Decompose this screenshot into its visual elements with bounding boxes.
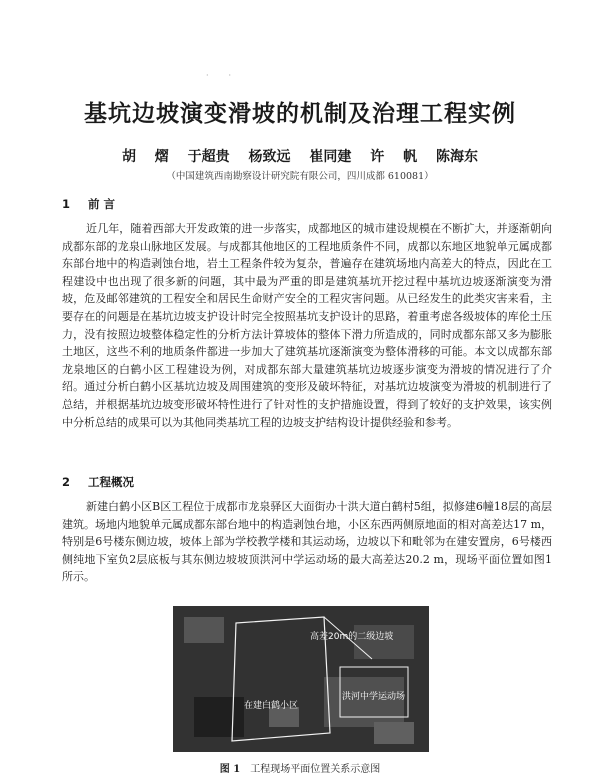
figure-number: 图 1 (219, 764, 241, 775)
section-heading-intro (62, 196, 115, 212)
paper-authors: 胡 熠 于超贵 杨致远 崔同建 许 帆 陈海东 (121, 149, 479, 165)
intro-paragraph: 近几年，随着西部大开发政策的进一步落实，成都地区的城市建设规模在不断扩大，并逐渐朝向成都东部的龙泉山脉地区发展。与成都其他地区的工程地质条件不同，成都以东地区地貌单元属成都东部台地中的构造剥蚀台地，岩土工程条件较为复杂，普遍存在建筑场地内高差大的特点，因此在工程建设中也出现了很多新的问题，其中最为严重的即是建筑基坑开挖过程中基坑边坡逐渐演变为滑坡，危及邮邻建筑的工程安全和居民生命财产安全的工程灾害问题。从已经发生的此类灾害来看，主要存在的问题是在基坑边坡支护设计时完全按照基坑支护设计的思路，着重考虑各级坡体的库伦土压力，没有按照边坡整体稳定性的分析方法计算坡体的整体下滑力所造成的，同时成都东部又多为膨胀土地区，这些不利的地质条件都进一步加大了建筑基坑逐渐演变为整体滑移的可能。本文以成都东部龙泉地区的白鹤小区工程建设为例，对成都东部大量建筑基坑边坡逐步演变为滑坡的情况进行了介绍。通过分析白鹤小区基坑边坡及周围建筑的变形及破坏特征，对基坑边坡演变为滑坡的机制进行了总结，并根据基坑边坡变形破坏特性进行了针对性的支护措施设置，得到了较好的支护效果，该实例中分析总结的成果可以为其他同类基坑工程的边坡支护结构设计提供经验和参考。 (62, 222, 552, 429)
site-aerial-photo (173, 606, 429, 752)
figure-label-school: 洪河中学运动场 (342, 692, 406, 702)
section-title: 前 言 (88, 197, 116, 211)
figure-caption-text: 工程现场平面位置关系示意图 (250, 764, 381, 775)
figure-caption (0, 760, 600, 775)
paper-title: 基坑边坡演变滑坡的机制及治理工程实例 (84, 100, 516, 127)
scan-artifact-dots: · · (206, 71, 238, 80)
section-number: 1 (62, 197, 71, 211)
figure-label-site: 在建白鹤小区 (244, 701, 299, 711)
section-title: 工程概况 (88, 475, 135, 489)
overview-paragraph: 新建白鹤小区B区工程位于成都市龙泉驿区大面街办十洪大道白鹤村5组，拟修建6幢18层的高层建筑。场地内地貌单元属成都东部台地中的构造剥蚀台地，小区东西两侧原地面的相对高差达17 m，特别是6号楼东侧边坡，坡体上部为学校教学楼和其运动场，边坡以下和毗邻为在建安置房，6号楼西侧纯地下室负2层底板与其东侧边坡坡顶洪河中学运动场的最大高差达20.2 m，现场平面位置如图1所示。 (62, 500, 552, 584)
section-number: 2 (62, 475, 71, 489)
section-heading-overview (62, 474, 134, 490)
paper-affiliation: （中国建筑西南勘察设计研究院有限公司，四川成都 610081） (166, 171, 434, 182)
figure-label-slope: 高差20m的二级边坡 (310, 632, 394, 642)
aerial-photo-svg (174, 607, 428, 751)
